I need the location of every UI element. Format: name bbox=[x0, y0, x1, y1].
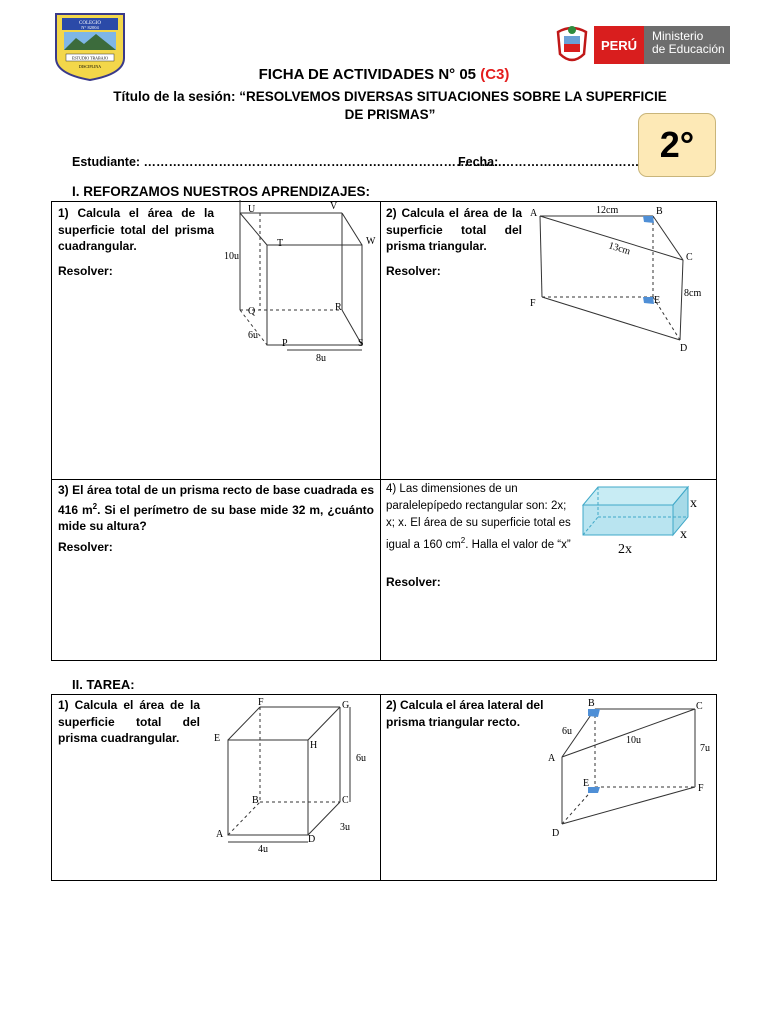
vertex-E: E bbox=[214, 733, 221, 744]
vertex-R: R bbox=[335, 302, 342, 313]
ministry-logo bbox=[552, 18, 730, 70]
dim-height: 6u bbox=[356, 753, 366, 764]
title-main: FICHA DE ACTIVIDADES N° 05 bbox=[258, 66, 477, 83]
vertex-H: H bbox=[310, 740, 318, 751]
vertex-D: D bbox=[552, 828, 560, 839]
problem2-resolver: Resolver: bbox=[386, 264, 441, 278]
vertex-B: B bbox=[252, 795, 259, 806]
title-code: (C3) bbox=[480, 66, 510, 83]
box-diagram bbox=[578, 483, 708, 558]
student-field[interactable]: Estudiante: …………………………………………………………………………… bbox=[72, 155, 507, 169]
session-line2: DE PRISMAS” bbox=[344, 107, 436, 122]
vertex-A: A bbox=[216, 829, 224, 840]
vertex-C: C bbox=[686, 252, 693, 263]
dim-cd: 8cm bbox=[684, 288, 702, 299]
problem4-resolver: Resolver: bbox=[386, 575, 441, 589]
vertex-U: U bbox=[248, 204, 256, 215]
vertex-F: F bbox=[258, 697, 264, 708]
right-angle-marker bbox=[588, 787, 600, 793]
problem1-resolver: Resolver: bbox=[58, 264, 113, 278]
dim-x-height: x bbox=[690, 496, 697, 511]
vertex-P: P bbox=[282, 338, 288, 349]
vertex-B: B bbox=[588, 698, 595, 709]
logo-text-1: COLEGIO bbox=[79, 21, 101, 26]
dim-ac: 13cm bbox=[607, 240, 632, 258]
logo-text-3: ESTUDIO TRABAJO bbox=[71, 55, 109, 61]
prism1-diagram bbox=[220, 200, 380, 365]
problem4-sup: 2 bbox=[460, 536, 466, 545]
prism2-diagram bbox=[528, 200, 713, 360]
vertex-E: E bbox=[654, 295, 661, 306]
logo-text-2: N° 82004 bbox=[81, 25, 99, 30]
vertex-D: D bbox=[308, 834, 316, 845]
dim-ab: 6u bbox=[562, 726, 572, 737]
session-title bbox=[70, 88, 710, 124]
problem1-text: 1) Calcula el área de la superficie total del prisma cuadrangular. bbox=[58, 206, 214, 253]
dim-2x: 2x bbox=[618, 542, 632, 557]
vertex-S: S bbox=[358, 338, 364, 349]
vertex-B: B bbox=[656, 206, 663, 217]
vertex-F: F bbox=[698, 783, 704, 794]
vertex-C: C bbox=[342, 795, 349, 806]
problem3-text-b: . Si el perímetro de su base mide 32 m, ¿cuánto mide su altura? bbox=[58, 502, 374, 533]
worksheet-title bbox=[0, 66, 768, 83]
problem3-text-a: 3) El área total de un prisma recto de base cuadrada es 416 m bbox=[58, 483, 374, 517]
grid-divider-horizontal bbox=[51, 479, 717, 480]
vertex-A: A bbox=[530, 208, 538, 219]
section2-heading: II. TAREA: bbox=[72, 677, 135, 692]
vertex-T: T bbox=[277, 238, 284, 249]
prism4-diagram bbox=[540, 697, 715, 842]
problem4-text bbox=[386, 481, 574, 554]
logo-text-4: DISCIPLINA bbox=[78, 64, 102, 69]
dim-ac: 10u bbox=[626, 735, 641, 746]
homework2-text: 2) Calcula el área lateral del prisma triangular recto. bbox=[386, 698, 544, 729]
problem3-resolver: Resolver: bbox=[58, 540, 113, 554]
session-line1: Título de la sesión: “RESOLVEMOS DIVERSAS SITUACIONES SOBRE LA SUPERFICIE bbox=[113, 89, 667, 104]
grid-divider-vertical bbox=[380, 201, 381, 661]
problem3-text bbox=[58, 482, 374, 535]
section1-heading: I. REFORZAMOS NUESTROS APRENDIZAJES: bbox=[72, 184, 371, 199]
homework1-text: 1) Calcula el área de la superficie total del prisma cuadrangular. bbox=[58, 698, 200, 745]
vertex-G: G bbox=[342, 700, 350, 711]
dim-depth: 6u bbox=[248, 330, 258, 341]
vertex-W: W bbox=[366, 236, 376, 247]
vertex-F: F bbox=[530, 298, 536, 309]
vertex-C: C bbox=[696, 701, 703, 712]
grid2-divider-vertical bbox=[380, 694, 381, 881]
date-field[interactable]: Fecha: …………………………… bbox=[458, 155, 640, 169]
problem4-text-b: . Halla el valor de “x” bbox=[465, 538, 571, 551]
vertex-Q: Q bbox=[248, 306, 256, 317]
dim-width: 8u bbox=[316, 353, 326, 364]
dim-depth: 3u bbox=[340, 822, 350, 833]
right-angle-marker bbox=[588, 709, 600, 717]
vertex-E: E bbox=[583, 778, 590, 789]
right-angle-marker bbox=[643, 216, 654, 223]
dim-height: 10u bbox=[224, 251, 239, 262]
ministry-name bbox=[644, 26, 730, 64]
right-angle-marker bbox=[643, 297, 654, 304]
problem4-text-a: 4) Las dimensiones de un paralelepípedo rectangular son: 2x; x; x. El área de su superficie total es igual a 160 cm bbox=[386, 483, 571, 551]
vertex-D: D bbox=[680, 343, 688, 354]
vertex-V: V bbox=[330, 201, 338, 212]
dim-cf: 7u bbox=[700, 743, 710, 754]
peru-coat-of-arms-icon bbox=[552, 24, 592, 68]
grade-badge: 2° bbox=[638, 113, 716, 177]
prism3-diagram bbox=[200, 697, 375, 857]
dim-ab: 12cm bbox=[596, 205, 619, 216]
dim-x-depth: x bbox=[680, 527, 687, 542]
ministry-country: PERÚ bbox=[594, 26, 644, 64]
ministry-name-line2: de Educación bbox=[652, 42, 725, 56]
dim-width: 4u bbox=[258, 844, 268, 855]
grid2-top-line bbox=[51, 694, 717, 695]
problem2-text: 2) Calcula el área de la superficie total del prisma triangular. bbox=[386, 206, 522, 253]
ministry-name-line1: Ministerio bbox=[652, 29, 704, 43]
problem3-sup: 2 bbox=[92, 501, 98, 511]
vertex-A: A bbox=[548, 753, 556, 764]
